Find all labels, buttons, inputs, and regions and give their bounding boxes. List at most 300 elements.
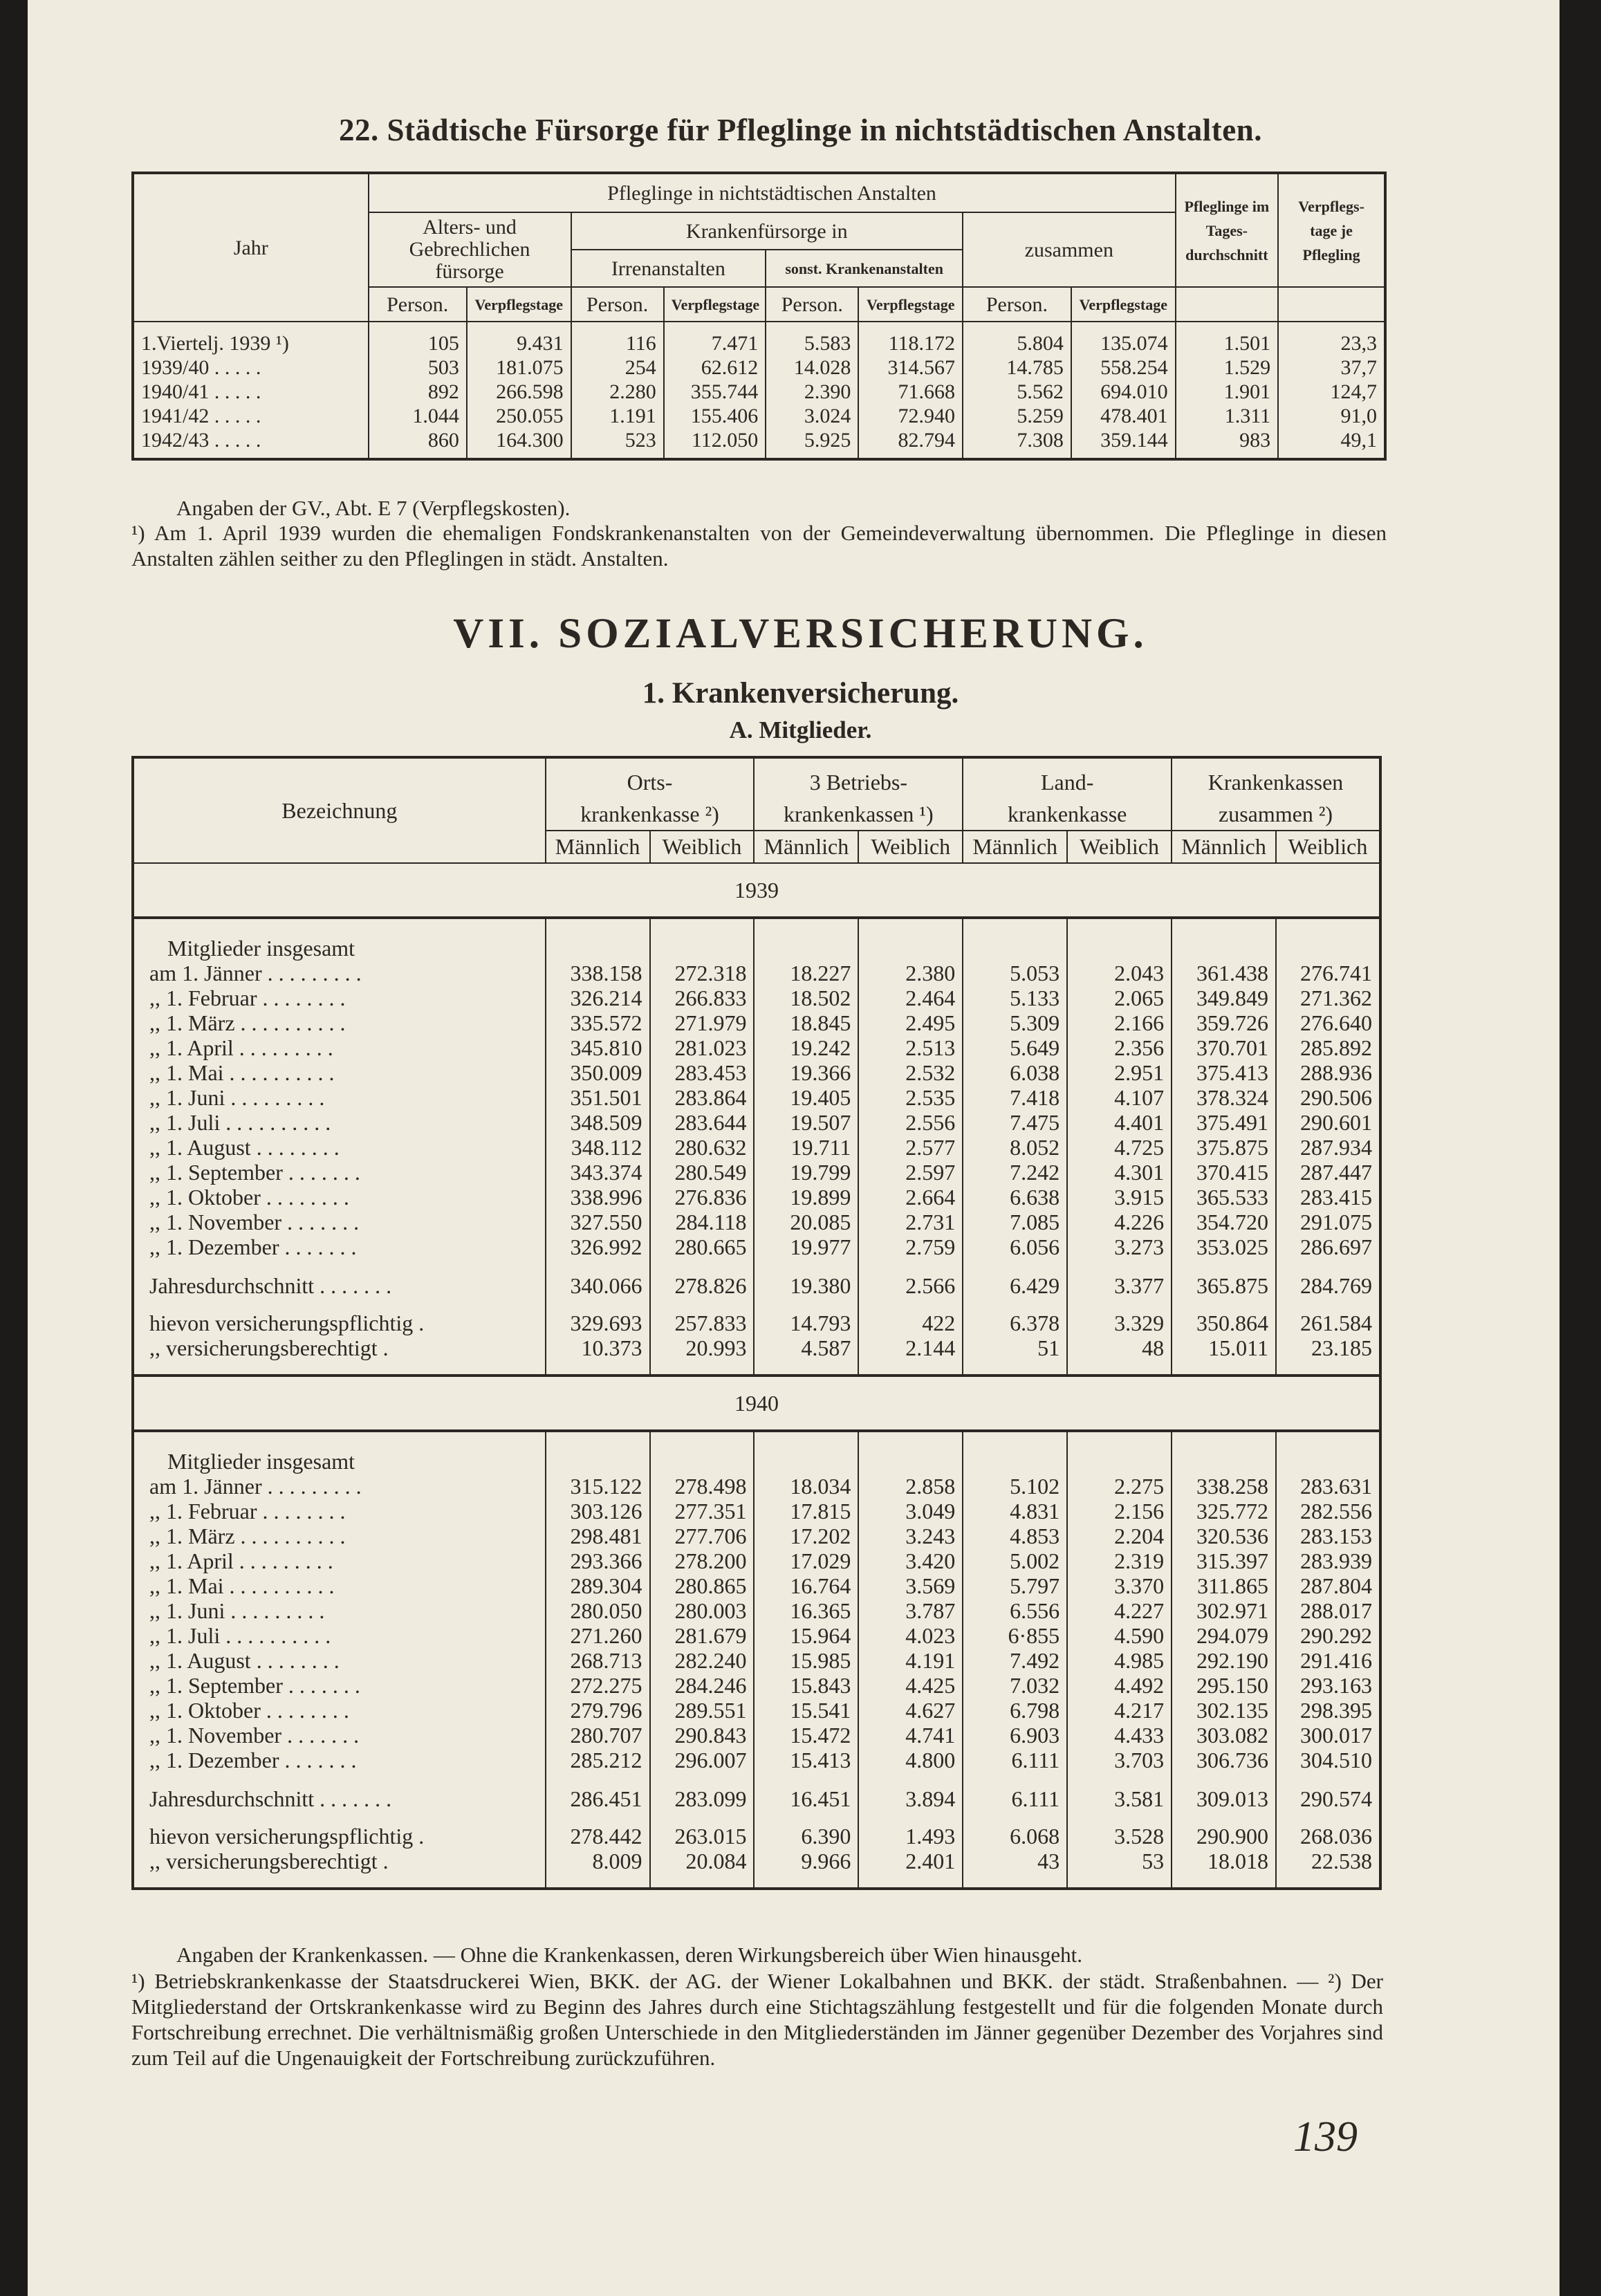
- cell-value: 283.631: [1276, 1474, 1380, 1499]
- cell-value: 285.212: [546, 1748, 650, 1772]
- cell-value: 268.713: [546, 1648, 650, 1673]
- cell-value: 283.153: [1276, 1524, 1380, 1548]
- row-label: ,, versicherungsberechtigt .: [149, 1335, 389, 1360]
- cell-value: 20.993: [650, 1335, 755, 1360]
- cell-value: 523: [571, 428, 664, 452]
- cell-value: 283.453: [650, 1060, 755, 1085]
- cell-value: 124,7: [1278, 380, 1385, 404]
- row-label: ,, versicherungsberechtigt .: [149, 1849, 389, 1873]
- cell-value: 268.036: [1276, 1824, 1380, 1849]
- cell-value: 343.374: [546, 1160, 650, 1185]
- cell-value: 280.050: [546, 1598, 650, 1623]
- cell-value: 2.535: [858, 1085, 963, 1110]
- cell-value: 370.415: [1172, 1160, 1276, 1185]
- cell-value: 422: [858, 1311, 963, 1335]
- cell-value: 290.574: [1276, 1786, 1380, 1811]
- cell-value: 4.433: [1067, 1723, 1172, 1748]
- cell-value: 272.318: [650, 961, 755, 985]
- table-row: [133, 1474, 1380, 1499]
- cell-value: 5.002: [963, 1548, 1067, 1573]
- cell-value: 348.112: [546, 1135, 650, 1160]
- cell-value: 1.501: [1176, 331, 1279, 355]
- table-1940: [133, 1376, 1380, 1889]
- row-label: ,, 1. März . . . . . . . . . .: [149, 1524, 346, 1548]
- cell-value: 2.390: [766, 380, 858, 404]
- row-label: ,, 1. November . . . . . . .: [149, 1210, 360, 1234]
- cell-value: 82.794: [858, 428, 963, 452]
- cell-value: 4.853: [963, 1524, 1067, 1548]
- cell-value: 378.324: [1172, 1085, 1276, 1110]
- cell-value: 283.644: [650, 1110, 755, 1135]
- cell-value: 283.864: [650, 1085, 755, 1110]
- col-bezeichnung: Bezeichnung: [281, 798, 398, 823]
- col-zusammen: zusammen: [963, 212, 1176, 287]
- cell-value: 6.111: [963, 1748, 1067, 1772]
- cell-value: 279.796: [546, 1698, 650, 1723]
- cell-value: 9.431: [467, 331, 571, 355]
- cell-value: 327.550: [546, 1210, 650, 1234]
- cell-value: 370.701: [1172, 1035, 1276, 1060]
- row-label: ,, 1. April . . . . . . . . .: [149, 1548, 333, 1573]
- cell-value: 3.420: [858, 1548, 963, 1573]
- cell-value: 22.538: [1276, 1849, 1380, 1873]
- cell-value: 291.075: [1276, 1210, 1380, 1234]
- cell-value: 365.875: [1172, 1273, 1276, 1298]
- cell-value: 5.562: [963, 380, 1071, 404]
- cell-value: 19.507: [754, 1110, 858, 1135]
- cell-value: 2.280: [571, 380, 664, 404]
- cell-value: 1.901: [1176, 380, 1279, 404]
- cell-value: 359.144: [1071, 428, 1176, 452]
- cell-value: 2.464: [858, 985, 963, 1010]
- cell-value: 350.864: [1172, 1311, 1276, 1335]
- cell-value: 19.899: [754, 1185, 858, 1210]
- h-person: Person.: [766, 287, 858, 322]
- table-row: [133, 1110, 1380, 1135]
- cell-value: 290.900: [1172, 1824, 1276, 1849]
- row-label: ,, 1. August . . . . . . . .: [149, 1648, 340, 1673]
- cell-value: 48: [1067, 1335, 1172, 1360]
- cell-value: 15.011: [1172, 1335, 1276, 1360]
- cell-value: 3.703: [1067, 1748, 1172, 1772]
- cell-value: 5.804: [963, 331, 1071, 355]
- cell-value: 7.418: [963, 1085, 1067, 1110]
- cell-value: 2.275: [1067, 1474, 1172, 1499]
- table-row: [133, 1698, 1380, 1723]
- cell-value: 181.075: [467, 355, 571, 380]
- cell-value: 266.598: [467, 380, 571, 404]
- row-label: ,, 1. Oktober . . . . . . . .: [149, 1185, 349, 1210]
- row-label: ,, 1. April . . . . . . . . .: [149, 1035, 333, 1060]
- cell-value: 263.015: [650, 1824, 755, 1849]
- cell-value: 283.415: [1276, 1185, 1380, 1210]
- col-land: Land-: [963, 757, 1172, 799]
- cell-value: 1.493: [858, 1824, 963, 1849]
- cell-value: 5.133: [963, 985, 1067, 1010]
- cell-value: 2.495: [858, 1010, 963, 1035]
- cell-value: 271.260: [546, 1623, 650, 1648]
- row-label: ,, 1. Oktober . . . . . . . .: [149, 1698, 349, 1723]
- row-label: ,, 1. November . . . . . . .: [149, 1723, 360, 1748]
- cell-value: 2.556: [858, 1110, 963, 1135]
- table-row: [133, 985, 1380, 1010]
- col-betr-2: krankenkassen ¹): [754, 799, 963, 831]
- cell-value: 276.836: [650, 1185, 755, 1210]
- cell-value: 3.243: [858, 1524, 963, 1548]
- section-22-source: Angaben der GV., Abt. E 7 (Verpflegskosten).: [176, 496, 571, 520]
- cell-value: 4.590: [1067, 1623, 1172, 1648]
- col-orts-2: krankenkasse ²): [546, 799, 755, 831]
- cell-value: 314.567: [858, 355, 963, 380]
- table-row: [133, 1786, 1380, 1811]
- cell-value: 3.915: [1067, 1185, 1172, 1210]
- cell-value: 278.498: [650, 1474, 755, 1499]
- cell-value: 283.099: [650, 1786, 755, 1811]
- col-land-2: krankenkasse: [963, 799, 1172, 831]
- cell-value: 694.010: [1071, 380, 1176, 404]
- row-label: 1942/43 . . . . .: [141, 429, 261, 452]
- cell-value: 2.664: [858, 1185, 963, 1210]
- cell-value: 271.979: [650, 1010, 755, 1035]
- cell-value: 361.438: [1172, 961, 1276, 985]
- cell-value: 7.032: [963, 1673, 1067, 1698]
- cell-value: 3.377: [1067, 1273, 1172, 1298]
- table-row: [133, 428, 1385, 452]
- cell-value: 71.668: [858, 380, 963, 404]
- cell-value: 287.804: [1276, 1573, 1380, 1598]
- row-label: ,, 1. Februar . . . . . . . .: [149, 1499, 346, 1524]
- section-7-source: Angaben der Krankenkassen. — Ohne die Krankenkassen, deren Wirkungsbereich über Wien hinausgeht.: [176, 1943, 1082, 1967]
- cell-value: 326.992: [546, 1234, 650, 1259]
- cell-value: 282.556: [1276, 1499, 1380, 1524]
- cell-value: 276.741: [1276, 961, 1380, 985]
- cell-value: 9.966: [754, 1849, 858, 1873]
- row-label: hievon versicherungspflichtig .: [149, 1311, 425, 1335]
- cell-value: 290.601: [1276, 1110, 1380, 1135]
- cell-value: 118.172: [858, 331, 963, 355]
- cell-value: 6.068: [963, 1824, 1067, 1849]
- cell-value: 10.373: [546, 1335, 650, 1360]
- section-7-footnote: ¹) Betriebskrankenkasse der Staatsdruckerei Wien, BKK. der AG. der Wiener Lokalbahnen und BKK. der städt. Straßenbahnen. — ²) Der Mitgliederstand der Ortskrankenkasse wird zu Beginn des Jahres durch eine Stichtagszählung festgestellt und für die folgenden Monate durch Fortschreibung errechnet. Die verhältnismäßig großen Unterschiede in den Mitgliederständen im Jänner gegenüber Dezember des Vorjahres sind zum Teil auf die Ungenauigkeit der Fortschreibung zurückzuführen.: [131, 1969, 1383, 2070]
- cell-value: 2.144: [858, 1335, 963, 1360]
- cell-value: 354.720: [1172, 1210, 1276, 1234]
- cell-value: 17.815: [754, 1499, 858, 1524]
- cell-value: 19.799: [754, 1160, 858, 1185]
- cell-value: 3.528: [1067, 1824, 1172, 1849]
- cell-value: 4.401: [1067, 1110, 1172, 1135]
- cell-value: 375.413: [1172, 1060, 1276, 1085]
- cell-value: 284.246: [650, 1673, 755, 1698]
- cell-value: 284.118: [650, 1210, 755, 1234]
- cell-value: 345.810: [546, 1035, 650, 1060]
- cell-value: 287.447: [1276, 1160, 1380, 1185]
- cell-value: 280.707: [546, 1723, 650, 1748]
- group-header: Pfleglinge in nichtstädtischen Anstalten: [369, 173, 1176, 212]
- table-row: [133, 1573, 1380, 1598]
- col-verpfl-je: Verpflegs-tage je Pflegling: [1278, 173, 1385, 287]
- cell-value: 17.029: [754, 1548, 858, 1573]
- table-row: [133, 1060, 1380, 1085]
- cell-value: 6.390: [754, 1824, 858, 1849]
- cell-value: 1.044: [369, 404, 467, 428]
- cell-value: 2.401: [858, 1849, 963, 1873]
- cell-value: 19.242: [754, 1035, 858, 1060]
- table-row: [133, 380, 1385, 404]
- cell-value: 281.679: [650, 1623, 755, 1648]
- cell-value: 335.572: [546, 1010, 650, 1035]
- cell-value: 5.583: [766, 331, 858, 355]
- cell-value: 15.413: [754, 1748, 858, 1772]
- h-m: Männlich: [754, 831, 858, 863]
- cell-value: 135.074: [1071, 331, 1176, 355]
- cell-value: 298.481: [546, 1524, 650, 1548]
- cell-value: 2.532: [858, 1060, 963, 1085]
- cell-value: 304.510: [1276, 1748, 1380, 1772]
- col-sonst: sonst. Krankenanstalten: [766, 250, 963, 287]
- cell-value: 6.111: [963, 1786, 1067, 1811]
- group-label: Mitglieder insgesamt: [167, 1449, 355, 1474]
- cell-value: 293.366: [546, 1548, 650, 1573]
- cell-value: 284.769: [1276, 1273, 1380, 1298]
- cell-value: 3.329: [1067, 1311, 1172, 1335]
- table-row: [133, 1548, 1380, 1573]
- h-m: Männlich: [1172, 831, 1276, 863]
- cell-value: 14.785: [963, 355, 1071, 380]
- cell-value: 375.875: [1172, 1135, 1276, 1160]
- cell-value: 5.053: [963, 961, 1067, 985]
- h-w: Weiblich: [1276, 831, 1380, 863]
- row-label: ,, 1. Dezember . . . . . . .: [149, 1234, 357, 1259]
- cell-value: 287.934: [1276, 1135, 1380, 1160]
- table-row: [133, 1085, 1380, 1110]
- table-row: [133, 1723, 1380, 1748]
- cell-value: 558.254: [1071, 355, 1176, 380]
- cell-value: 23.185: [1276, 1335, 1380, 1360]
- cell-value: 1.191: [571, 404, 664, 428]
- cell-value: 16.451: [754, 1786, 858, 1811]
- cell-value: 338.158: [546, 961, 650, 985]
- cell-value: 62.612: [664, 355, 766, 380]
- table-row: [133, 1210, 1380, 1234]
- cell-value: 20.085: [754, 1210, 858, 1234]
- h-w: Weiblich: [1067, 831, 1172, 863]
- cell-value: 105: [369, 331, 467, 355]
- cell-value: 19.380: [754, 1273, 858, 1298]
- cell-value: 18.845: [754, 1010, 858, 1035]
- cell-value: 155.406: [664, 404, 766, 428]
- cell-value: 983: [1176, 428, 1279, 452]
- cell-value: 340.066: [546, 1273, 650, 1298]
- cell-value: 23,3: [1278, 331, 1385, 355]
- cell-value: 295.150: [1172, 1673, 1276, 1698]
- cell-value: 3.370: [1067, 1573, 1172, 1598]
- cell-value: 338.258: [1172, 1474, 1276, 1499]
- chapter-title: VII. SOZIALVERSICHERUNG.: [453, 611, 1148, 657]
- cell-value: 5.797: [963, 1573, 1067, 1598]
- cell-value: 51: [963, 1335, 1067, 1360]
- row-label: 1940/41 . . . . .: [141, 380, 261, 403]
- cell-value: 18.227: [754, 961, 858, 985]
- cell-value: 6.056: [963, 1234, 1067, 1259]
- row-label: 1941/42 . . . . .: [141, 405, 261, 427]
- cell-value: 300.017: [1276, 1723, 1380, 1748]
- cell-value: 7.475: [963, 1110, 1067, 1135]
- cell-value: 283.939: [1276, 1548, 1380, 1573]
- cell-value: 2.566: [858, 1273, 963, 1298]
- table-row: [133, 1748, 1380, 1772]
- cell-value: 16.365: [754, 1598, 858, 1623]
- cell-value: 286.451: [546, 1786, 650, 1811]
- cell-value: 19.977: [754, 1234, 858, 1259]
- cell-value: 290.292: [1276, 1623, 1380, 1648]
- cell-value: 315.397: [1172, 1548, 1276, 1573]
- cell-value: 15.964: [754, 1623, 858, 1648]
- cell-value: 6.378: [963, 1311, 1067, 1335]
- cell-value: 19.405: [754, 1085, 858, 1110]
- cell-value: 6.556: [963, 1598, 1067, 1623]
- cell-value: 280.865: [650, 1573, 755, 1598]
- cell-value: 4.492: [1067, 1673, 1172, 1698]
- cell-value: 348.509: [546, 1110, 650, 1135]
- table-row: [133, 1499, 1380, 1524]
- cell-value: 4.425: [858, 1673, 963, 1698]
- cell-value: 359.726: [1172, 1010, 1276, 1035]
- cell-value: 2.319: [1067, 1548, 1172, 1573]
- cell-value: 3.024: [766, 404, 858, 428]
- cell-value: 375.491: [1172, 1110, 1276, 1135]
- table-row: [133, 1673, 1380, 1698]
- cell-value: 91,0: [1278, 404, 1385, 428]
- row-label: ,, 1. Juli . . . . . . . . . .: [149, 1110, 331, 1135]
- cell-value: 338.996: [546, 1185, 650, 1210]
- cell-value: 5.259: [963, 404, 1071, 428]
- col-jahr: Jahr: [233, 236, 268, 259]
- cell-value: 5.649: [963, 1035, 1067, 1060]
- cell-value: 278.442: [546, 1824, 650, 1849]
- cell-value: 288.017: [1276, 1598, 1380, 1623]
- cell-value: 2.577: [858, 1135, 963, 1160]
- cell-value: 282.240: [650, 1648, 755, 1673]
- cell-value: 4.587: [754, 1335, 858, 1360]
- row-label: ,, 1. September . . . . . . .: [149, 1673, 360, 1698]
- cell-value: 289.304: [546, 1573, 650, 1598]
- cell-value: 3.273: [1067, 1234, 1172, 1259]
- cell-value: 276.640: [1276, 1010, 1380, 1035]
- table-row: [133, 1135, 1380, 1160]
- row-label: ,, 1. Mai . . . . . . . . . .: [149, 1060, 335, 1085]
- row-label: hievon versicherungspflichtig .: [149, 1824, 425, 1849]
- cell-value: 16.764: [754, 1573, 858, 1598]
- cell-value: 3.569: [858, 1573, 963, 1598]
- cell-value: 5.925: [766, 428, 858, 452]
- cell-value: 19.366: [754, 1060, 858, 1085]
- cell-value: 3.049: [858, 1499, 963, 1524]
- table-22: [131, 172, 1387, 461]
- table-row: [133, 1648, 1380, 1673]
- h-w: Weiblich: [650, 831, 755, 863]
- table-row: [133, 1849, 1380, 1873]
- cell-value: 289.551: [650, 1698, 755, 1723]
- cell-value: 2.065: [1067, 985, 1172, 1010]
- year-heading: 1939: [133, 863, 1380, 918]
- cell-value: 18.034: [754, 1474, 858, 1499]
- cell-value: 280.665: [650, 1234, 755, 1259]
- cell-value: 15.541: [754, 1698, 858, 1723]
- table-row: [133, 1311, 1380, 1335]
- row-label: am 1. Jänner . . . . . . . . .: [149, 961, 362, 985]
- table-row: [133, 1160, 1380, 1185]
- row-label: ,, 1. Dezember . . . . . . .: [149, 1748, 357, 1772]
- col-alters: Alters- und Gebrechlichen fürsorge: [369, 212, 571, 287]
- row-label: ,, 1. August . . . . . . . .: [149, 1135, 340, 1160]
- cell-value: 164.300: [467, 428, 571, 452]
- col-tages: Pfleglinge im Tages-durchschnitt: [1176, 173, 1279, 287]
- row-label: ,, 1. März . . . . . . . . . .: [149, 1010, 346, 1035]
- cell-value: 5.309: [963, 1010, 1067, 1035]
- table-row: [133, 1234, 1380, 1259]
- cell-value: 271.362: [1276, 985, 1380, 1010]
- cell-value: 2.513: [858, 1035, 963, 1060]
- cell-value: 15.843: [754, 1673, 858, 1698]
- cell-value: 309.013: [1172, 1786, 1276, 1811]
- h-person: Person.: [369, 287, 467, 322]
- cell-value: 302.135: [1172, 1698, 1276, 1723]
- cell-value: 298.395: [1276, 1698, 1380, 1723]
- row-label: ,, 1. Mai . . . . . . . . . .: [149, 1573, 335, 1598]
- cell-value: 278.826: [650, 1273, 755, 1298]
- cell-value: 261.584: [1276, 1311, 1380, 1335]
- row-label: ,, 1. September . . . . . . .: [149, 1160, 360, 1185]
- cell-value: 53: [1067, 1849, 1172, 1873]
- cell-value: 315.122: [546, 1474, 650, 1499]
- cell-value: 294.079: [1172, 1623, 1276, 1648]
- cell-value: 7.492: [963, 1648, 1067, 1673]
- row-label: Jahresdurchschnitt . . . . . . .: [149, 1273, 392, 1298]
- cell-value: 15.985: [754, 1648, 858, 1673]
- row-label: 1.Viertelj. 1939 ¹): [141, 332, 289, 355]
- cell-value: 3.787: [858, 1598, 963, 1623]
- cell-value: 4.741: [858, 1723, 963, 1748]
- row-label: ,, 1. Februar . . . . . . . .: [149, 985, 346, 1010]
- cell-value: 18.018: [1172, 1849, 1276, 1873]
- h-verpfl: Verpflegstage: [858, 287, 963, 322]
- cell-value: 272.275: [546, 1673, 650, 1698]
- cell-value: 303.082: [1172, 1723, 1276, 1748]
- row-label: Jahresdurchschnitt . . . . . . .: [149, 1786, 392, 1811]
- page-number: 139: [1293, 2113, 1358, 2160]
- row-label: ,, 1. Juni . . . . . . . . .: [149, 1598, 325, 1623]
- cell-value: 2.597: [858, 1160, 963, 1185]
- cell-value: 4.985: [1067, 1648, 1172, 1673]
- cell-value: 7.085: [963, 1210, 1067, 1234]
- cell-value: 4.725: [1067, 1135, 1172, 1160]
- table-row: [133, 961, 1380, 985]
- cell-value: 329.693: [546, 1311, 650, 1335]
- h-m: Männlich: [546, 831, 650, 863]
- cell-value: 6.903: [963, 1723, 1067, 1748]
- cell-value: 250.055: [467, 404, 571, 428]
- cell-value: 303.126: [546, 1499, 650, 1524]
- cell-value: 8.009: [546, 1849, 650, 1873]
- table-row: [133, 1185, 1380, 1210]
- year-heading: 1940: [133, 1376, 1380, 1431]
- cell-value: 311.865: [1172, 1573, 1276, 1598]
- cell-value: 291.416: [1276, 1648, 1380, 1673]
- cell-value: 2.858: [858, 1474, 963, 1499]
- cell-value: 19.711: [754, 1135, 858, 1160]
- cell-value: 325.772: [1172, 1499, 1276, 1524]
- cell-value: 257.833: [650, 1311, 755, 1335]
